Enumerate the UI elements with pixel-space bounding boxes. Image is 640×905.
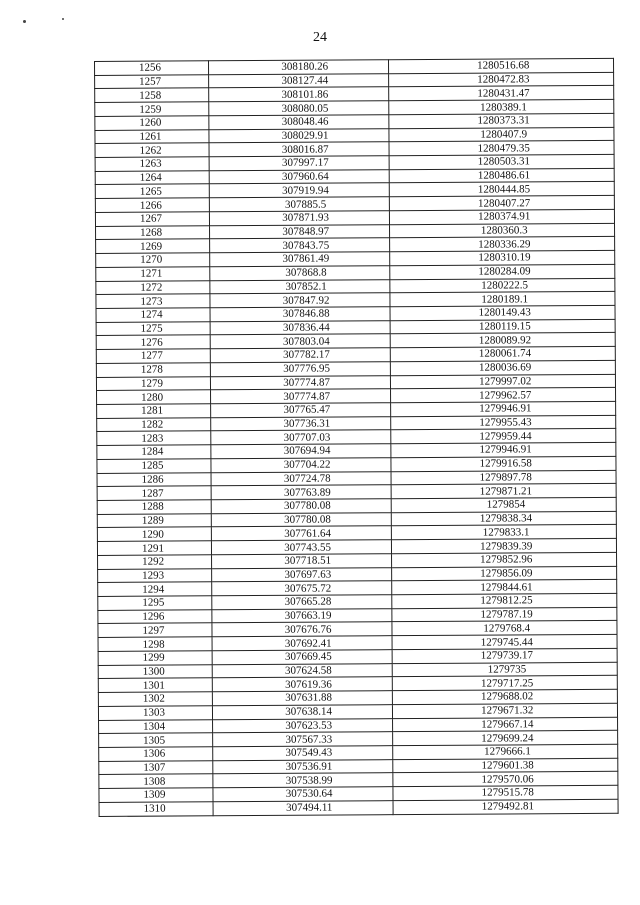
y-coordinate-cell: 1279844.61 (392, 580, 617, 595)
x-coordinate-cell: 307704.22 (211, 458, 392, 473)
y-coordinate-cell: 1280089.92 (391, 333, 616, 348)
point-number-cell: 1267 (95, 212, 209, 226)
x-coordinate-cell: 307549.43 (213, 746, 394, 761)
y-coordinate-cell: 1280503.31 (390, 154, 615, 169)
point-number-cell: 1273 (96, 294, 210, 308)
x-coordinate-cell: 307669.45 (212, 650, 393, 665)
y-coordinate-cell: 1279916.58 (391, 456, 616, 471)
y-coordinate-cell: 1280336.29 (390, 237, 615, 252)
y-coordinate-cell: 1280479.35 (389, 141, 614, 156)
point-number-cell: 1291 (97, 541, 211, 555)
point-number-cell: 1263 (95, 157, 209, 171)
point-number-cell: 1284 (97, 445, 211, 459)
point-number-cell: 1282 (97, 417, 211, 431)
point-number-cell: 1309 (99, 788, 213, 802)
point-number-cell: 1256 (95, 61, 209, 75)
y-coordinate-cell: 1279601.38 (393, 758, 618, 773)
x-coordinate-cell: 307638.14 (212, 704, 393, 719)
y-coordinate-cell: 1280061.74 (391, 346, 616, 361)
y-coordinate-cell: 1280360.3 (390, 223, 615, 238)
x-coordinate-cell: 307494.11 (213, 800, 394, 815)
x-coordinate-cell: 307843.75 (209, 238, 390, 253)
point-number-cell: 1264 (95, 171, 209, 185)
y-coordinate-cell: 1280431.47 (389, 86, 614, 101)
x-coordinate-cell: 307765.47 (210, 403, 391, 418)
x-coordinate-cell: 307774.87 (210, 389, 391, 404)
point-number-cell: 1306 (99, 747, 213, 761)
y-coordinate-cell: 1279492.81 (394, 799, 619, 814)
x-coordinate-cell: 307694.94 (211, 444, 392, 459)
table-row (99, 799, 618, 816)
y-coordinate-cell: 1280189.1 (390, 292, 615, 307)
x-coordinate-cell: 307846.88 (210, 307, 391, 322)
scan-speck (23, 20, 26, 23)
point-number-cell: 1277 (96, 349, 210, 363)
x-coordinate-cell: 307538.99 (213, 773, 394, 788)
x-coordinate-cell: 307665.28 (212, 595, 393, 610)
x-coordinate-cell: 307847.92 (210, 293, 391, 308)
coordinates-table (94, 58, 619, 817)
point-number-cell: 1293 (98, 568, 212, 582)
y-coordinate-cell: 1279699.24 (393, 731, 618, 746)
x-coordinate-cell: 307960.64 (209, 169, 390, 184)
point-number-cell: 1285 (97, 459, 211, 473)
point-number-cell: 1271 (96, 267, 210, 281)
x-coordinate-cell: 307885.5 (209, 197, 390, 212)
point-number-cell: 1294 (98, 582, 212, 596)
point-number-cell: 1292 (98, 555, 212, 569)
page-number: 24 (313, 30, 327, 45)
point-number-cell: 1275 (96, 321, 210, 335)
point-number-cell: 1299 (98, 651, 212, 665)
y-coordinate-cell: 1280407.9 (389, 127, 614, 142)
point-number-cell: 1288 (97, 500, 211, 514)
x-coordinate-cell: 307631.88 (212, 691, 393, 706)
y-coordinate-cell: 1279667.14 (393, 717, 618, 732)
point-number-cell: 1310 (99, 802, 213, 816)
x-coordinate-cell: 307868.8 (210, 265, 391, 280)
x-coordinate-cell: 307763.89 (211, 485, 392, 500)
x-coordinate-cell: 308029.91 (209, 128, 390, 143)
point-number-cell: 1304 (99, 719, 213, 733)
y-coordinate-cell: 1280222.5 (390, 278, 615, 293)
point-number-cell: 1296 (98, 610, 212, 624)
y-coordinate-cell: 1280407.27 (390, 196, 615, 211)
y-coordinate-cell: 1280516.68 (389, 58, 614, 73)
point-number-cell: 1279 (96, 376, 210, 390)
y-coordinate-cell: 1279852.96 (392, 552, 617, 567)
point-number-cell: 1302 (98, 692, 212, 706)
y-coordinate-cell: 1280444.85 (390, 182, 615, 197)
y-coordinate-cell: 1279812.25 (392, 593, 617, 608)
y-coordinate-cell: 1279717.25 (393, 676, 618, 691)
y-coordinate-cell: 1279946.91 (391, 401, 616, 416)
x-coordinate-cell: 307761.64 (211, 526, 392, 541)
x-coordinate-cell: 307692.41 (212, 636, 393, 651)
y-coordinate-cell: 1279856.09 (392, 566, 617, 581)
point-number-cell: 1274 (96, 308, 210, 322)
point-number-cell: 1303 (98, 706, 212, 720)
y-coordinate-cell: 1279854 (392, 497, 617, 512)
y-coordinate-cell: 1280389.1 (389, 99, 614, 114)
y-coordinate-cell: 1279839.39 (392, 538, 617, 553)
x-coordinate-cell: 307780.08 (211, 499, 392, 514)
point-number-cell: 1270 (96, 253, 210, 267)
point-number-cell: 1301 (98, 678, 212, 692)
x-coordinate-cell: 308016.87 (209, 142, 390, 157)
scan-speck (62, 18, 64, 20)
x-coordinate-cell: 307619.36 (212, 677, 393, 692)
y-coordinate-cell: 1280310.19 (390, 250, 615, 265)
y-coordinate-cell: 1279833.1 (392, 525, 617, 540)
x-coordinate-cell: 307836.44 (210, 320, 391, 335)
x-coordinate-cell: 308180.26 (208, 60, 389, 75)
x-coordinate-cell: 307707.03 (211, 430, 392, 445)
point-number-cell: 1295 (98, 596, 212, 610)
point-number-cell: 1300 (98, 664, 212, 678)
point-number-cell: 1260 (95, 116, 209, 130)
x-coordinate-cell: 307724.78 (211, 471, 392, 486)
point-number-cell: 1257 (95, 75, 209, 89)
coordinates-table-body (95, 58, 619, 816)
x-coordinate-cell: 307848.97 (209, 224, 390, 239)
y-coordinate-cell: 1280036.69 (391, 360, 616, 375)
x-coordinate-cell: 307736.31 (211, 416, 392, 431)
x-coordinate-cell: 307774.87 (210, 375, 391, 390)
y-coordinate-cell: 1280374.91 (390, 209, 615, 224)
point-number-cell: 1297 (98, 623, 212, 637)
point-number-cell: 1265 (95, 184, 209, 198)
x-coordinate-cell: 307718.51 (211, 554, 392, 569)
x-coordinate-cell: 308101.86 (209, 87, 390, 102)
y-coordinate-cell: 1280284.09 (390, 264, 615, 279)
x-coordinate-cell: 307675.72 (212, 581, 393, 596)
y-coordinate-cell: 1279946.91 (391, 442, 616, 457)
point-number-cell: 1269 (96, 239, 210, 253)
point-number-cell: 1286 (97, 472, 211, 486)
point-number-cell: 1278 (96, 363, 210, 377)
x-coordinate-cell: 307530.64 (213, 787, 394, 802)
point-number-cell: 1281 (97, 404, 211, 418)
point-number-cell: 1298 (98, 637, 212, 651)
x-coordinate-cell: 307782.17 (210, 348, 391, 363)
point-number-cell: 1290 (97, 527, 211, 541)
x-coordinate-cell: 308127.44 (208, 73, 389, 88)
y-coordinate-cell: 1279671.32 (393, 703, 618, 718)
y-coordinate-cell: 1279745.44 (393, 635, 618, 650)
point-number-cell: 1307 (99, 760, 213, 774)
x-coordinate-cell: 307780.08 (211, 512, 392, 527)
point-number-cell: 1283 (97, 431, 211, 445)
y-coordinate-cell: 1279962.57 (391, 388, 616, 403)
y-coordinate-cell: 1279871.21 (392, 484, 617, 499)
x-coordinate-cell: 307567.33 (212, 732, 393, 747)
y-coordinate-cell: 1279959.44 (391, 429, 616, 444)
y-coordinate-cell: 1279735 (393, 662, 618, 677)
point-number-cell: 1272 (96, 280, 210, 294)
y-coordinate-cell: 1279666.1 (393, 744, 618, 759)
y-coordinate-cell: 1279739.17 (393, 648, 618, 663)
x-coordinate-cell: 307919.94 (209, 183, 390, 198)
y-coordinate-cell: 1279955.43 (391, 415, 616, 430)
x-coordinate-cell: 308080.05 (209, 101, 390, 116)
y-coordinate-cell: 1279838.34 (392, 511, 617, 526)
y-coordinate-cell: 1279997.02 (391, 374, 616, 389)
y-coordinate-cell: 1279768.4 (392, 621, 617, 636)
point-number-cell: 1276 (96, 335, 210, 349)
x-coordinate-cell: 308048.46 (209, 115, 390, 130)
x-coordinate-cell: 307536.91 (213, 759, 394, 774)
x-coordinate-cell: 307776.95 (210, 362, 391, 377)
point-number-cell: 1308 (99, 774, 213, 788)
point-number-cell: 1261 (95, 129, 209, 143)
y-coordinate-cell: 1280119.15 (391, 319, 616, 334)
point-number-cell: 1258 (95, 88, 209, 102)
point-number-cell: 1268 (96, 225, 210, 239)
x-coordinate-cell: 307861.49 (210, 252, 391, 267)
y-coordinate-cell: 1280373.31 (389, 113, 614, 128)
x-coordinate-cell: 307871.93 (209, 211, 390, 226)
y-coordinate-cell: 1279897.78 (391, 470, 616, 485)
point-number-cell: 1287 (97, 486, 211, 500)
x-coordinate-cell: 307852.1 (210, 279, 391, 294)
x-coordinate-cell: 307663.19 (212, 608, 393, 623)
x-coordinate-cell: 307676.76 (212, 622, 393, 637)
y-coordinate-cell: 1280472.83 (389, 72, 614, 87)
y-coordinate-cell: 1280149.43 (390, 305, 615, 320)
x-coordinate-cell: 307697.63 (211, 567, 392, 582)
point-number-cell: 1266 (95, 198, 209, 212)
x-coordinate-cell: 307997.17 (209, 156, 390, 171)
x-coordinate-cell: 307624.58 (212, 663, 393, 678)
point-number-cell: 1259 (95, 102, 209, 116)
y-coordinate-cell: 1279688.02 (393, 689, 618, 704)
x-coordinate-cell: 307803.04 (210, 334, 391, 349)
point-number-cell: 1262 (95, 143, 209, 157)
point-number-cell: 1305 (99, 733, 213, 747)
x-coordinate-cell: 307623.53 (212, 718, 393, 733)
y-coordinate-cell: 1279515.78 (393, 785, 618, 800)
point-number-cell: 1289 (97, 514, 211, 528)
y-coordinate-cell: 1279570.06 (393, 772, 618, 787)
x-coordinate-cell: 307743.55 (211, 540, 392, 555)
y-coordinate-cell: 1279787.19 (392, 607, 617, 622)
point-number-cell: 1280 (97, 390, 211, 404)
y-coordinate-cell: 1280486.61 (390, 168, 615, 183)
